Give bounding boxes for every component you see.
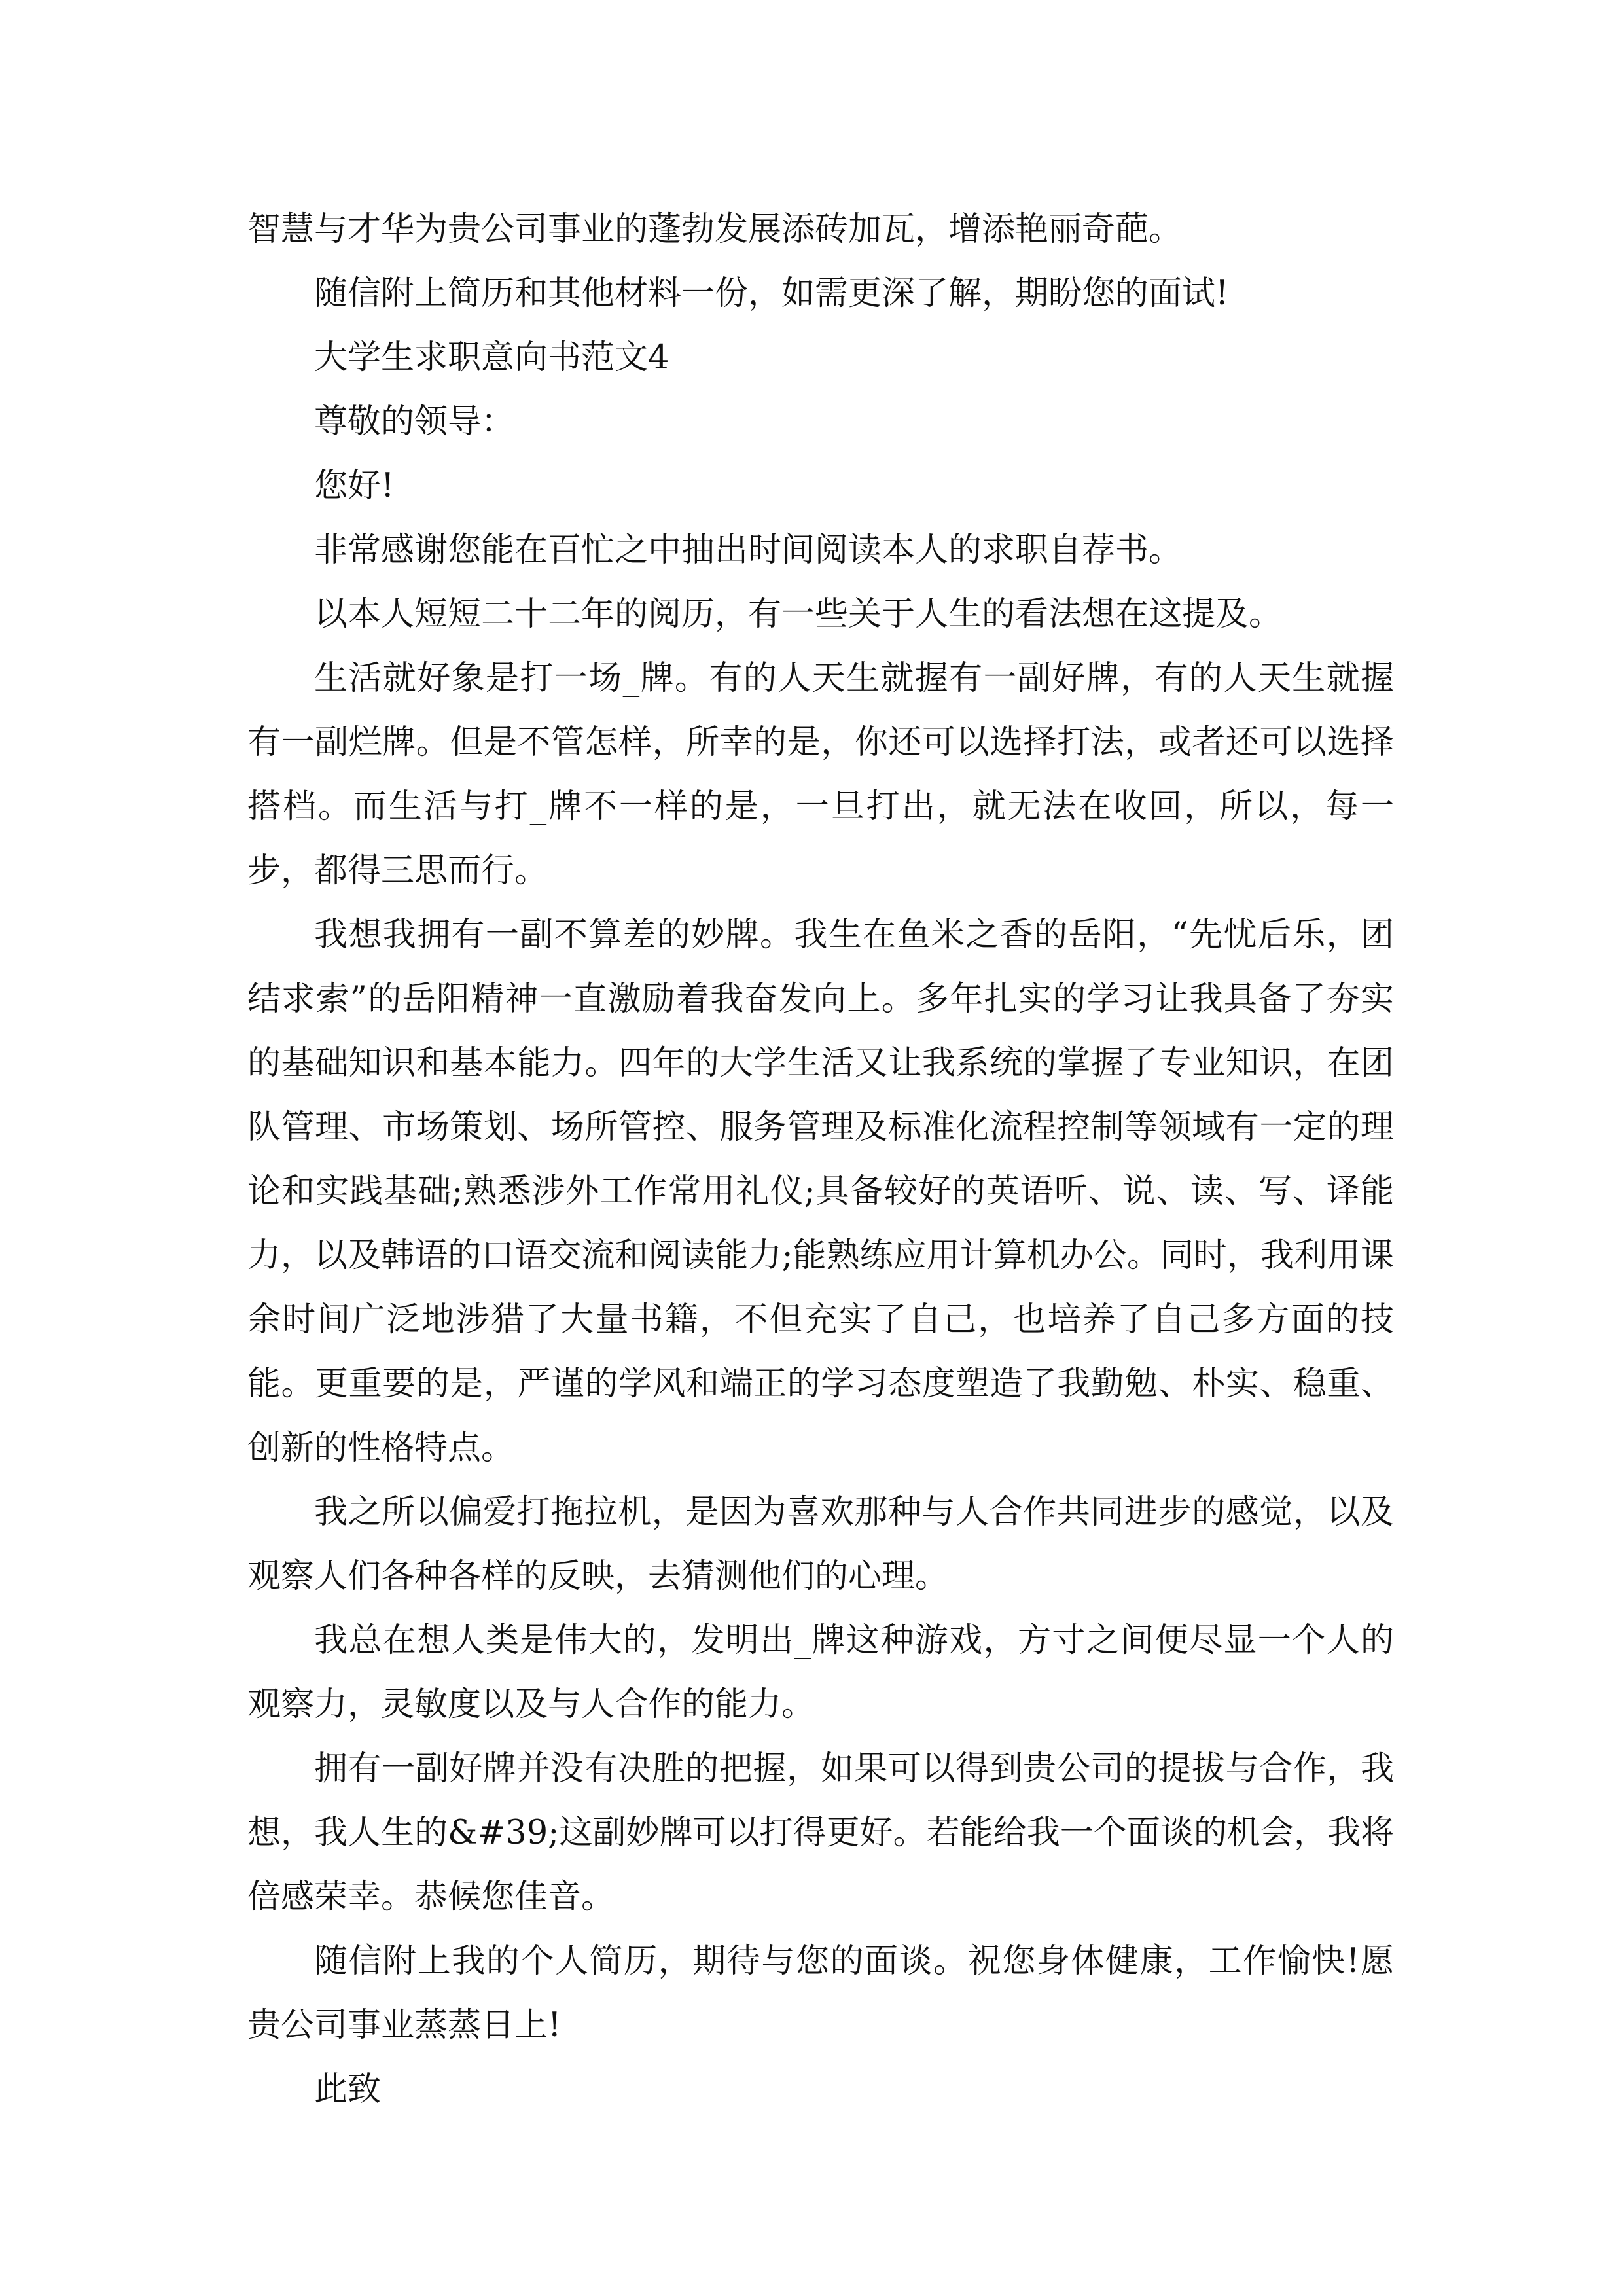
letter-body: [247, 198, 1394, 2122]
paragraph-intro: 以本人短短二十二年的阅历，有一些关于人生的看法想在这提及。: [314, 595, 1283, 634]
salutation: 尊敬的领导：: [314, 403, 515, 441]
paragraph-teamwork: 我之所以偏爱打拖拉机，是因为喜欢那种与人合作共同进步的感觉，以及观察人们各种各样的反映，去猜测他们的心理。: [247, 1493, 1394, 1596]
closing-phrase: 此致: [314, 2070, 382, 2109]
paragraph-thanks: 非常感谢您能在百忙之中抽出时间阅读本人的求职自荐书。: [314, 531, 1183, 569]
paragraph-observation: 我总在想人类是伟大的，发明出_牌这种游戏，方寸之间便尽显一个人的观察力，灵敏度以及与人合作的能力。: [247, 1621, 1394, 1724]
paragraph-request: 拥有一副好牌并没有决胜的把握，如果可以得到贵公司的提拔与合作，我想，我人生的&#39;这副妙牌可以打得更好。若能给我一个面谈的机会，我将倍感荣幸。恭候您佳音。: [247, 1749, 1394, 1916]
section-heading: 大学生求职意向书范文4: [314, 338, 669, 377]
paragraph-qualifications: 我想我拥有一副不算差的妙牌。我生在鱼米之香的岳阳，“先忧后乐，团结求索”的岳阳精神一直激励着我奋发向上。多年扎实的学习让我具备了夯实的基础知识和基本能力。四年的大学生活又让我系统的掌握了专业知识，在团队管理、市场策划、场所管控、服务管理及标准化流程控制等领域有一定的理论和实践基础;熟悉涉外工作常用礼仪;具备较好的英语听、说、读、写、译能力，以及韩语的口语交流和阅读能力;能熟练应用计算机办公。同时，我利用课余时间广泛地涉猎了大量书籍，不但充实了自己，也培养了自己多方面的技能。更重要的是，严谨的学风和端正的学习态度塑造了我勤勉、朴实、稳重、创新的性格特点。: [247, 916, 1394, 1467]
paragraph-life-analogy: 生活就好象是打一场_牌。有的人天生就握有一副好牌，有的人天生就握有一副烂牌。但是不管怎样，所幸的是，你还可以选择打法，或者还可以选择搭档。而生活与打_牌不一样的是，一旦打出，就无法在收回，所以，每一步，都得三思而行。: [247, 659, 1394, 890]
greeting: 您好!: [314, 467, 395, 505]
paragraph-closing-wishes: 随信附上我的个人简历，期待与您的面谈。祝您身体健康，工作愉快!愿贵公司事业蒸蒸日上!: [247, 1942, 1394, 2045]
paragraph-attachment-note: 随信附上简历和其他材料一份，如需更深了解，期盼您的面试!: [314, 274, 1229, 313]
paragraph-continuation: 智慧与才华为贵公司事业的蓬勃发展添砖加瓦，增添艳丽奇葩。: [247, 210, 1183, 249]
